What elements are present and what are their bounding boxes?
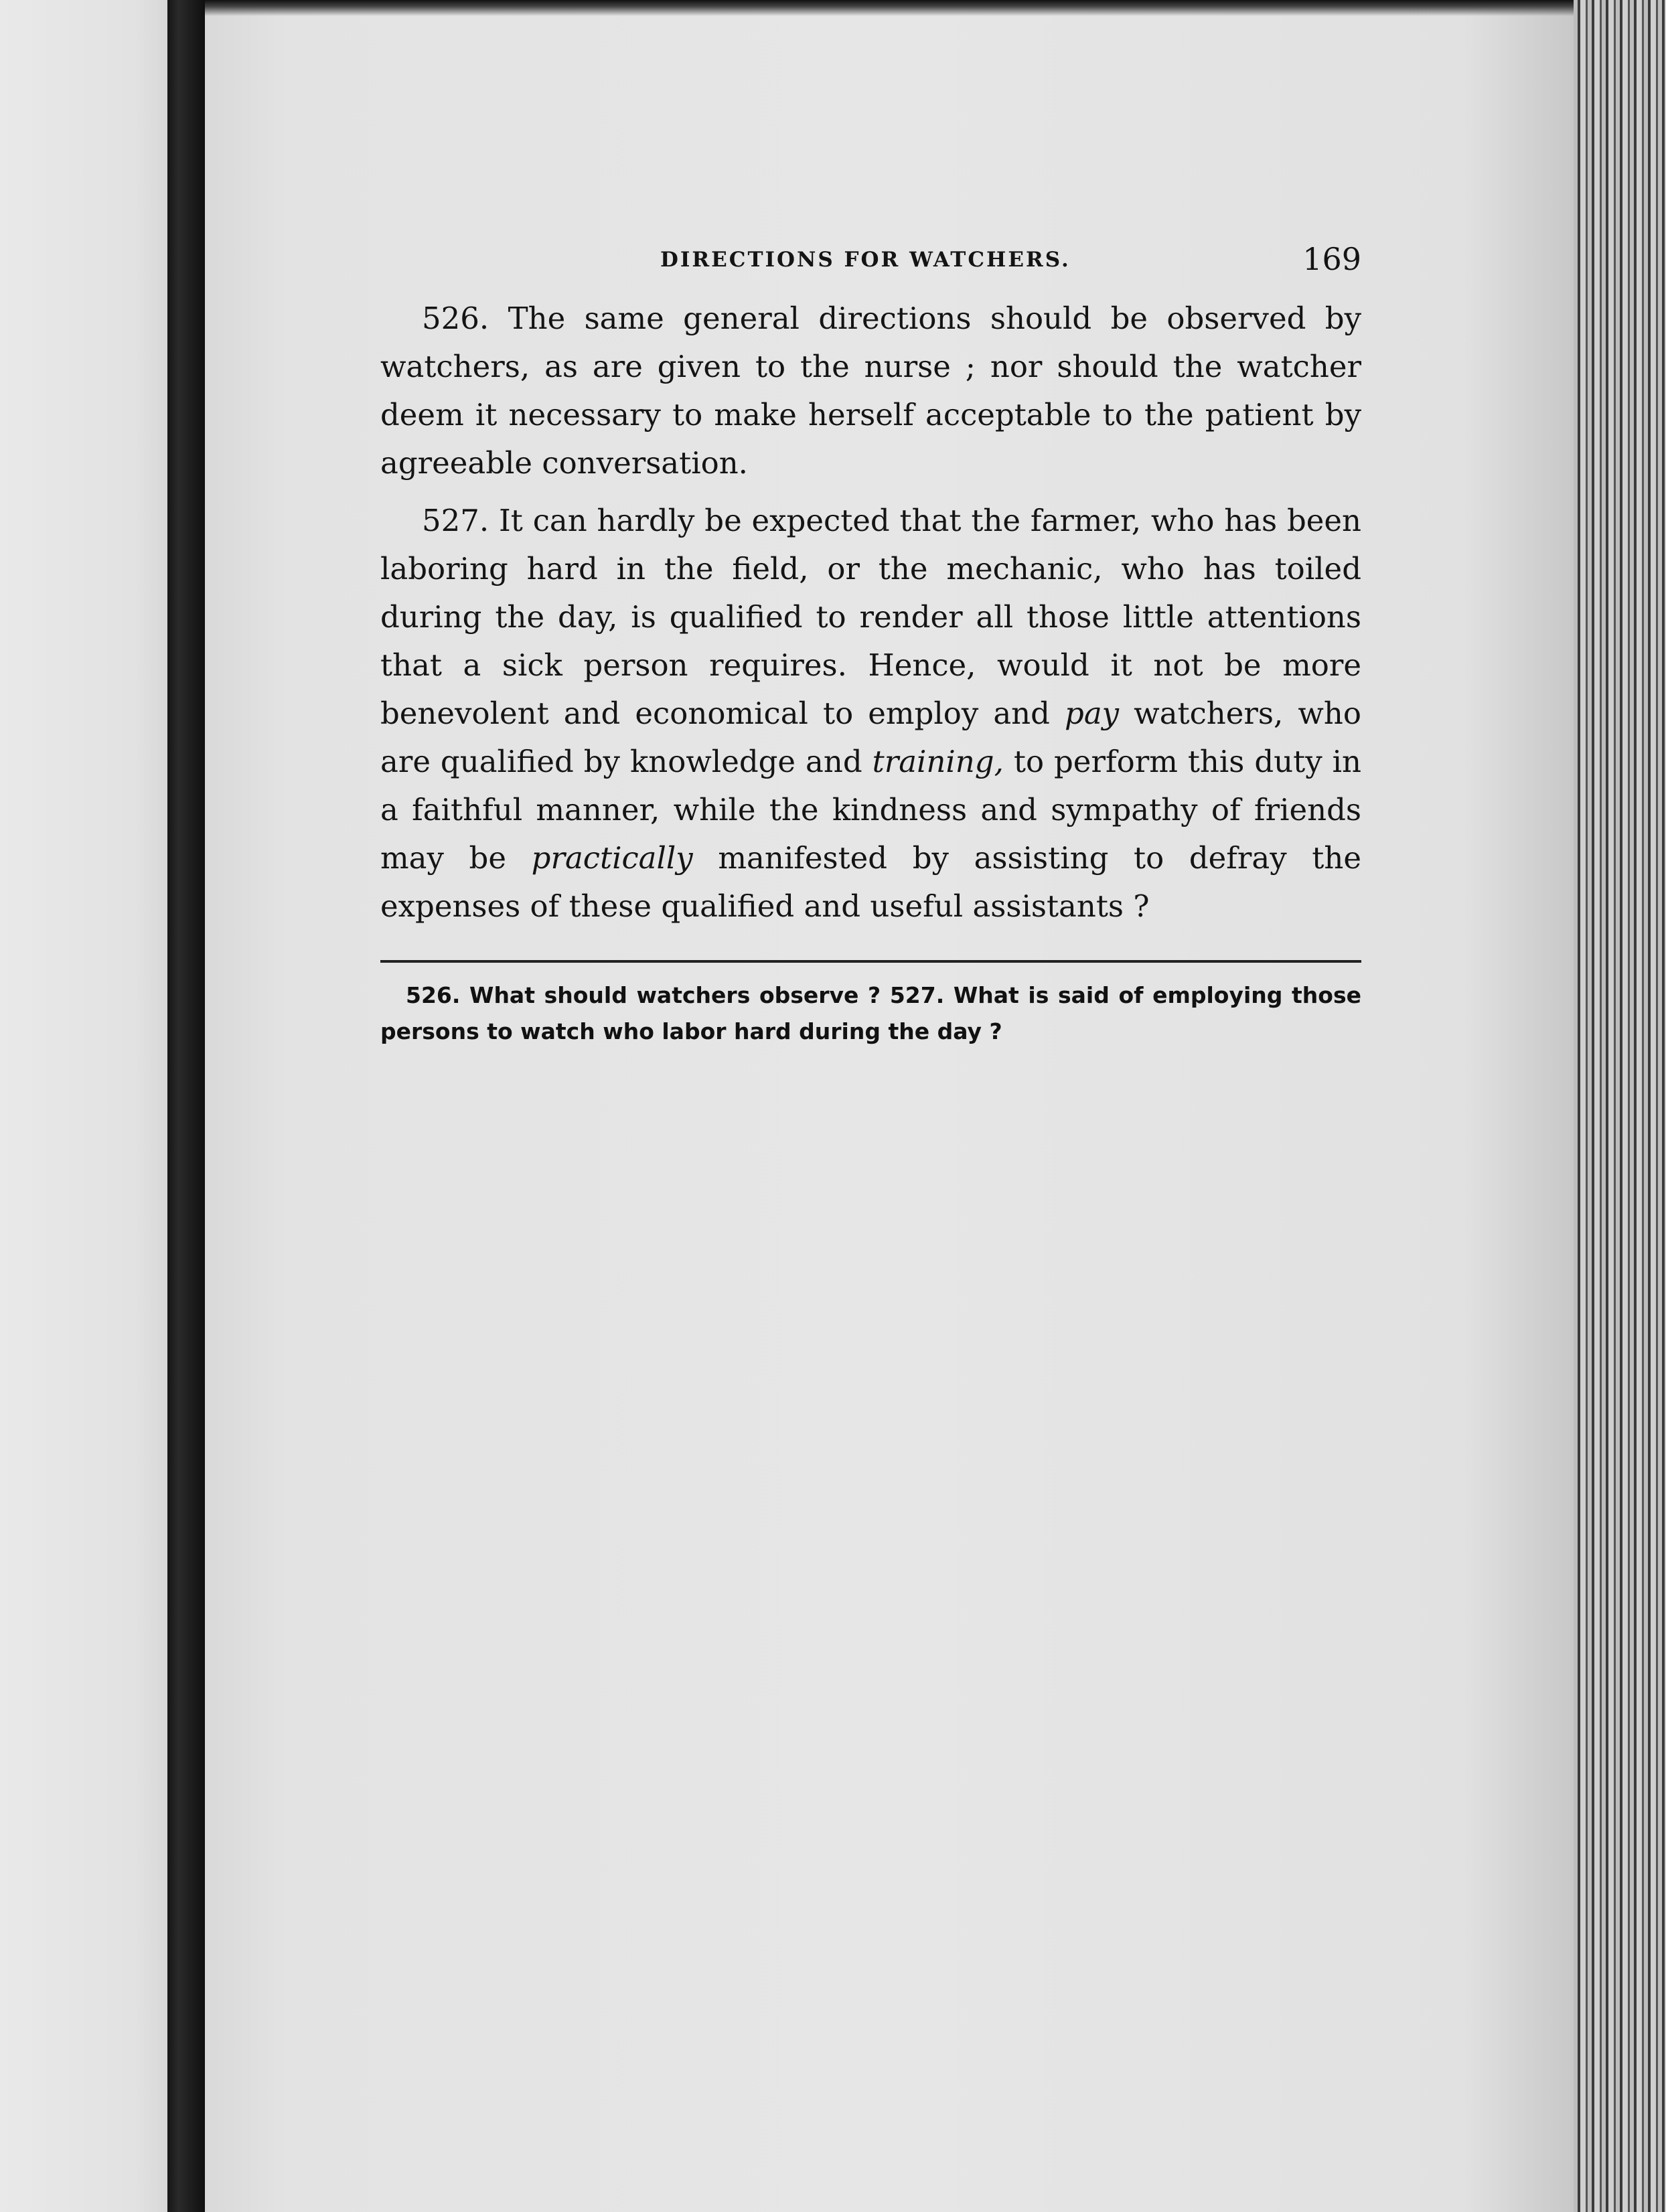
- paragraph-number: 526.: [422, 301, 489, 336]
- paragraph-text: manifested by assisting to defray the expenses of these qualified and useful assistants ?: [380, 840, 1362, 924]
- italic-word-pay: pay: [1065, 696, 1120, 731]
- paragraph-text: The same general directions should be observed by watchers, as are given to the nurse ; nor should the watcher deem it necessary to make herself acceptable to the patient by agreeable conversation.: [380, 301, 1361, 481]
- paragraph-526: [380, 295, 1361, 487]
- paragraph-text: watchers, who are qualified by knowledge and: [380, 696, 1361, 779]
- italic-word-practically: practically: [531, 840, 693, 876]
- book-gutter: [167, 0, 205, 2212]
- paragraph-text: to perform this duty in a faithful manner, while the kindness and sympathy of friends may be: [380, 744, 1361, 876]
- text-block: [380, 241, 1361, 1050]
- footnote-questions: 526. What should watchers observe ? 527. What is said of employing those persons to watch who labor hard during the day ?: [380, 982, 1361, 1044]
- paragraph-number: 527.: [422, 503, 489, 538]
- footnote-rule: [380, 960, 1361, 963]
- italic-word-training: training,: [872, 744, 1004, 779]
- page-number: 169: [1302, 241, 1361, 277]
- running-head: [380, 241, 1361, 295]
- paragraph-527: [380, 497, 1361, 931]
- paragraph-text: It can hardly be expected that the farmer, who has been laboring hard in the field, or the mechanic, who has toiled during the day, is qualified to render all those little attentions that a sick person requires. Hence, would it not be more benevolent and economical to employ and: [380, 503, 1361, 731]
- top-shadow: [205, 0, 1574, 16]
- running-title: DIRECTIONS FOR WATCHERS.: [660, 248, 1071, 272]
- facing-page-edge: [0, 0, 167, 2212]
- page-edges: [1574, 0, 1666, 2212]
